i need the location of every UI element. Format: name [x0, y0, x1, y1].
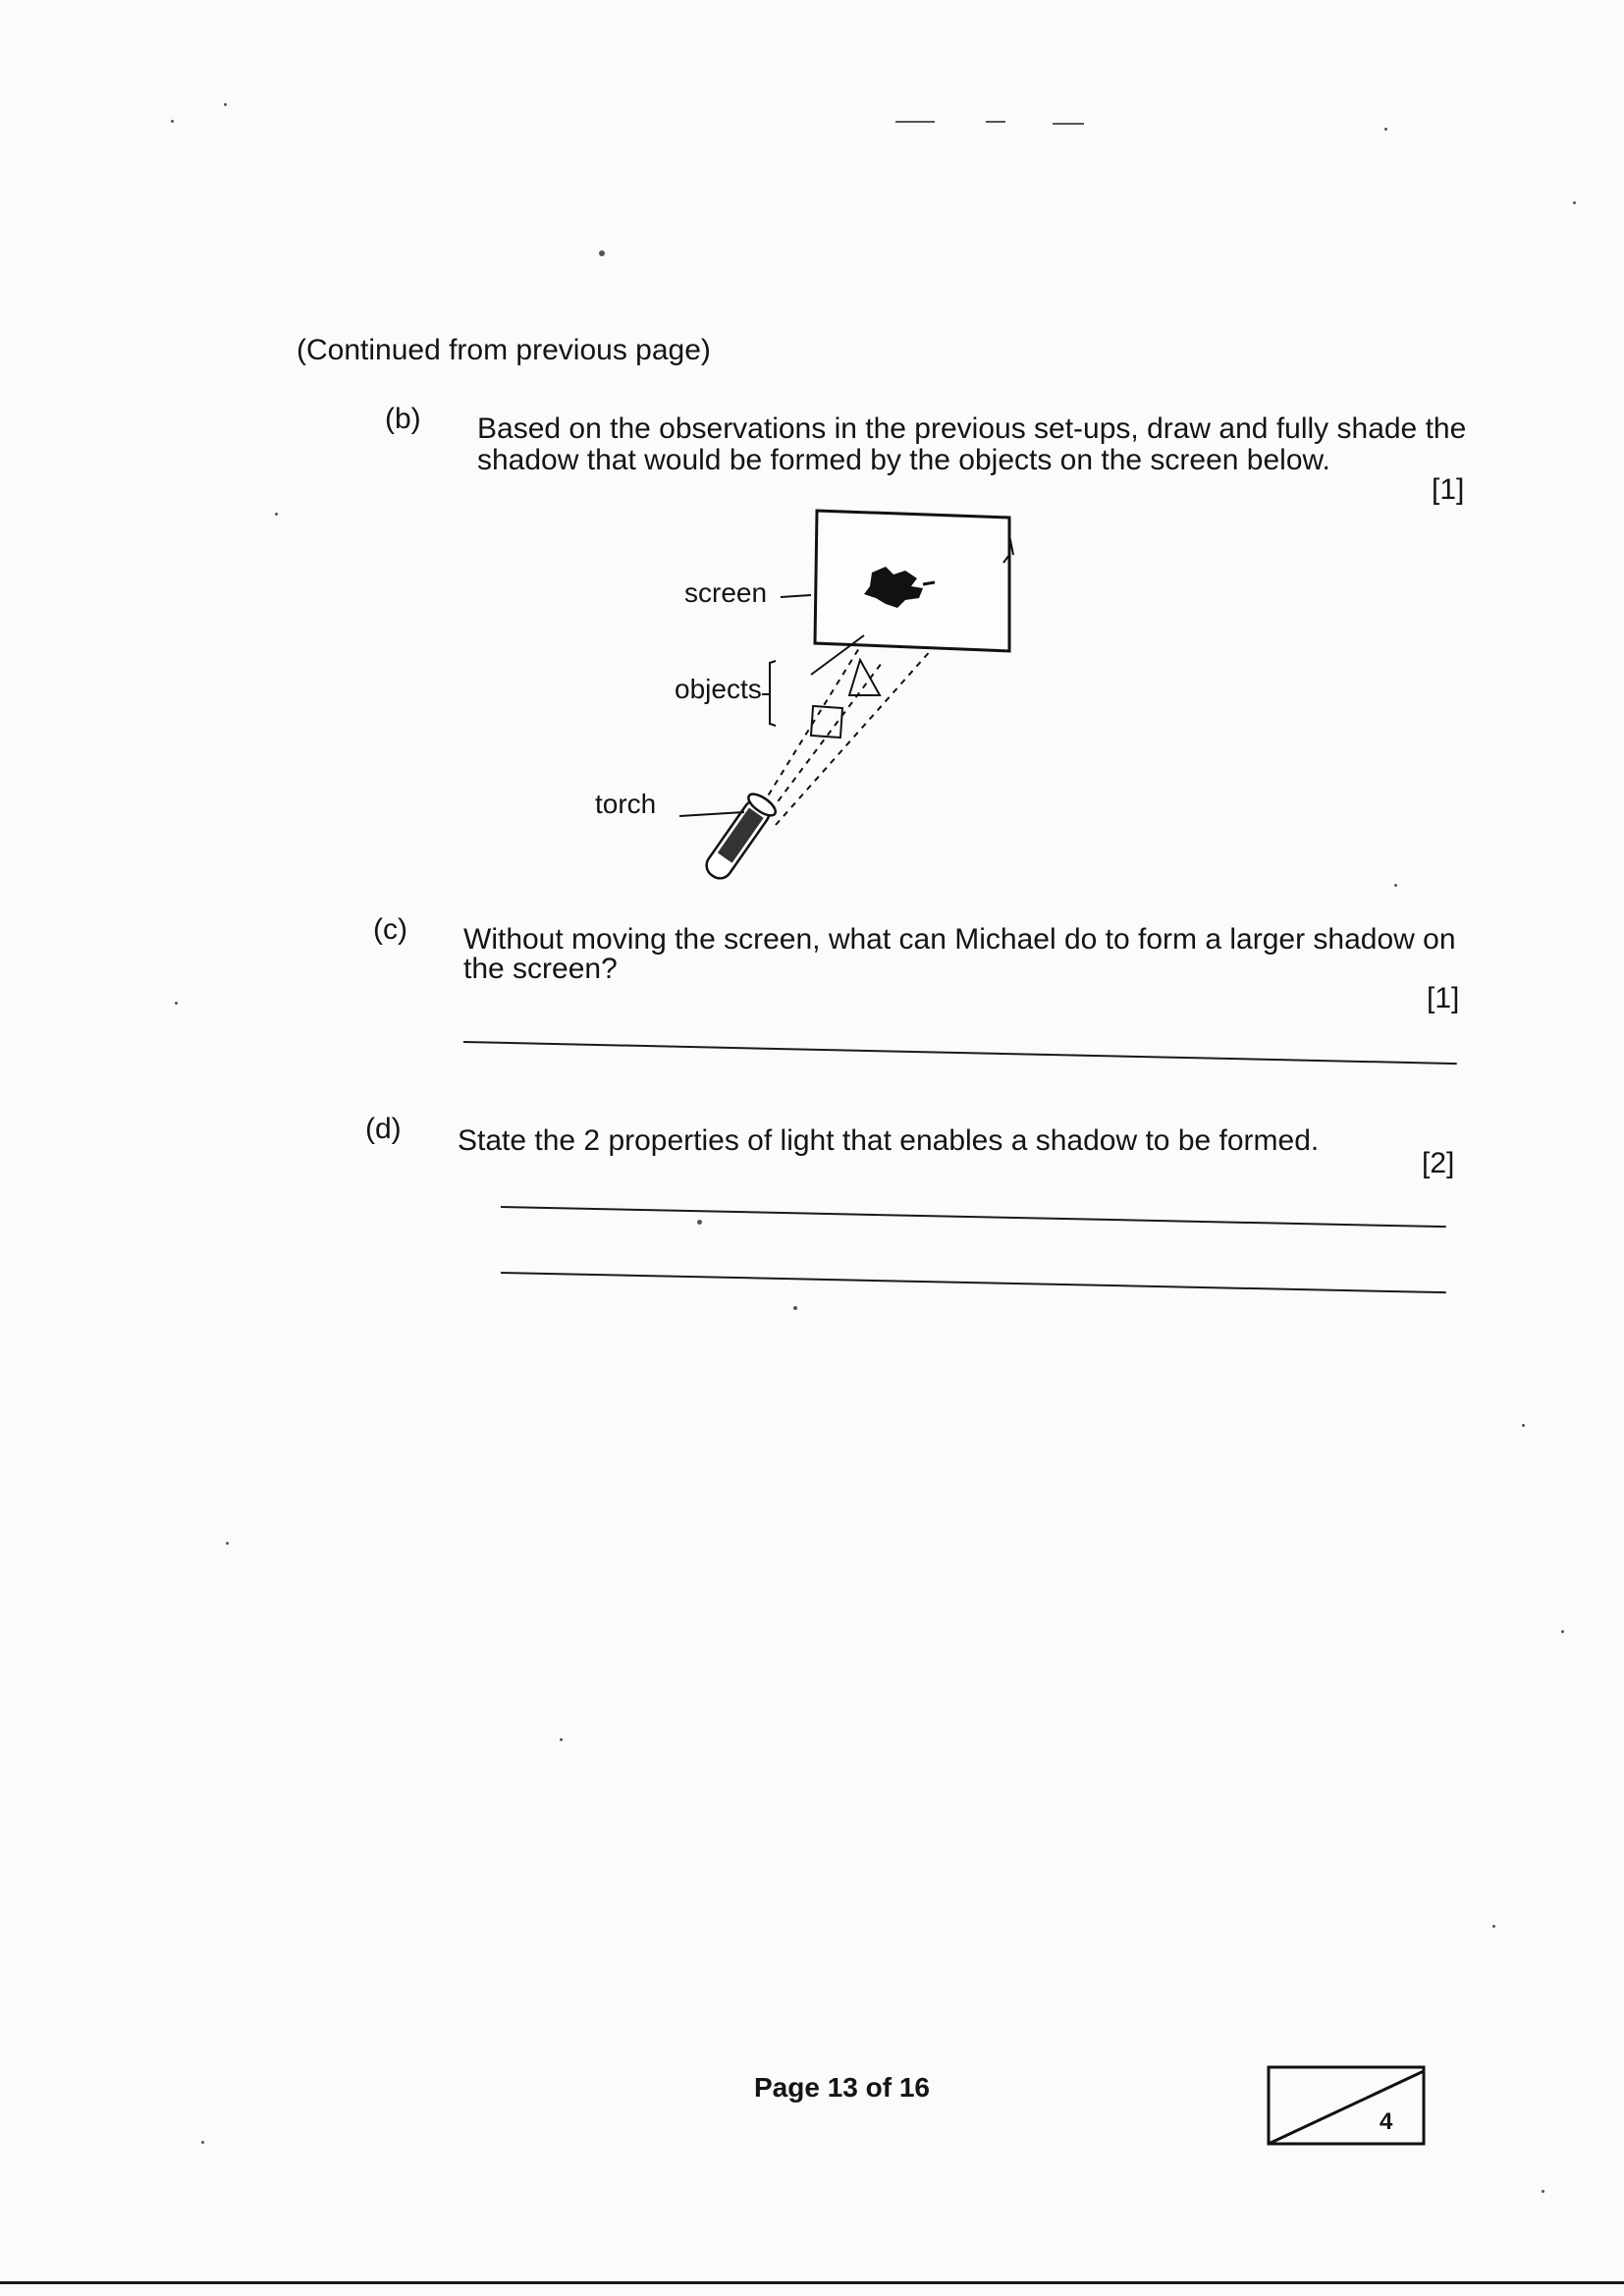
- question-b-text-line1: Based on the observations in the previous set-ups, draw and fully shade the: [477, 412, 1467, 445]
- scan-speck: [1561, 1630, 1564, 1633]
- torch-shape: [699, 791, 779, 885]
- scan-speck: [1053, 123, 1084, 125]
- scan-speck: [175, 1002, 178, 1005]
- bottom-edge-line: [0, 2281, 1624, 2284]
- scan-speck: [1394, 884, 1397, 887]
- scan-speck: [1522, 1424, 1525, 1427]
- score-value: 4: [1380, 2108, 1393, 2135]
- score-box: [1267, 2065, 1426, 2146]
- scan-speck: [226, 1542, 229, 1545]
- scan-speck: [1384, 128, 1387, 131]
- scan-speck: [1492, 1925, 1495, 1928]
- scan-speck: [599, 250, 605, 256]
- scan-speck: [697, 1220, 702, 1225]
- scan-speck: [275, 513, 278, 516]
- diagram-label-objects: objects: [675, 674, 762, 704]
- shadow-diagram: [569, 496, 1060, 889]
- question-d-label: (d): [365, 1113, 402, 1145]
- answer-line-c[interactable]: [463, 1041, 1457, 1065]
- question-b-label: (b): [385, 403, 421, 435]
- answer-line-d-1[interactable]: [501, 1206, 1446, 1228]
- continued-note: (Continued from previous page): [297, 334, 711, 366]
- scan-speck: [986, 121, 1005, 123]
- diagram-drawing: [569, 496, 1060, 889]
- page-number: Page 13 of 16: [754, 2072, 930, 2103]
- triangle-object: [849, 660, 880, 695]
- answer-line-d-2[interactable]: [501, 1272, 1446, 1293]
- diagram-label-screen: screen: [684, 577, 768, 608]
- scan-speck: [171, 120, 174, 123]
- question-b-marks: [1]: [1432, 473, 1465, 506]
- score-box-drawing: [1267, 2065, 1426, 2146]
- scan-speck: [201, 2141, 204, 2144]
- question-c-marks: [1]: [1427, 982, 1460, 1014]
- question-c-text-line1: Without moving the screen, what can Michael do to form a larger shadow on: [463, 923, 1456, 956]
- scan-speck: [560, 1738, 563, 1741]
- scan-speck: [793, 1306, 797, 1310]
- question-c-text-line2: the screen?: [463, 953, 618, 985]
- scan-speck: [895, 121, 935, 123]
- question-c-label: (c): [373, 913, 407, 946]
- question-b-text-line2: shadow that would be formed by the objects on the screen below.: [477, 444, 1330, 476]
- scan-speck: [1542, 2190, 1544, 2193]
- question-d-text: State the 2 properties of light that enables a shadow to be formed.: [458, 1124, 1320, 1157]
- scan-speck: [224, 103, 227, 106]
- diagram-label-torch: torch: [595, 789, 657, 819]
- scan-speck: [1573, 201, 1576, 204]
- question-d-marks: [2]: [1422, 1147, 1455, 1179]
